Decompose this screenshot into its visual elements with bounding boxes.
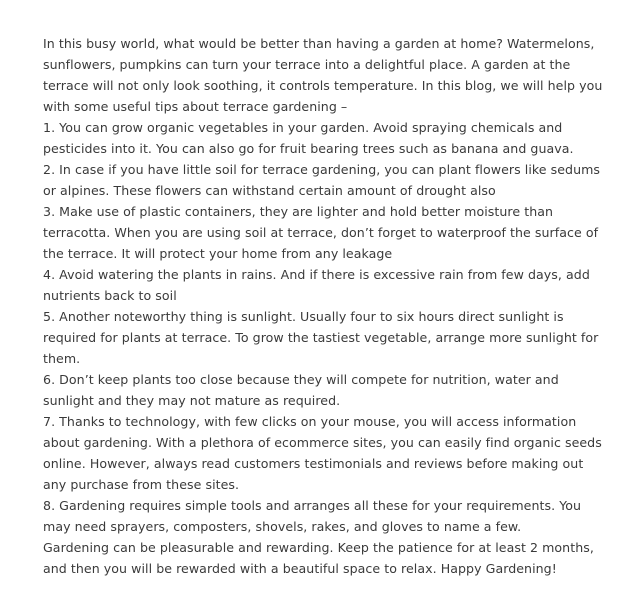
tip-item: 6. Don’t keep plants too close because they will compete for nutrition, water and sunlight and they may not mature as required. [43,372,559,408]
tip-item: 7. Thanks to technology, with few clicks on your mouse, you will access information about gardening. With a plethora of ecommerce sites, you can easily find organic seeds online. However, always read customers testimonials and reviews before making out any purchase from these sites. [43,414,602,492]
tip-item: 8. Gardening requires simple tools and arranges all these for your requirements. You may need sprayers, composters, shovels, rakes, and gloves to name a few. [43,498,582,534]
conclusion-paragraph: Gardening can be pleasurable and rewarding. Keep the patience for at least 2 months, and then you will be rewarded with a beautiful space to relax. Happy Gardening! [43,540,594,576]
tip-item: 3. Make use of plastic containers, they are lighter and hold better moisture than terracotta. When you are using soil at terrace, don’t forget to waterproof the surface of the terrace. It will protect your home from any leakage [43,204,599,261]
tip-item: 1. You can grow organic vegetables in your garden. Avoid spraying chemicals and pesticides into it. You can also go for fruit bearing trees such as banana and guava. [43,120,574,156]
article-body [43,33,603,579]
intro-paragraph: In this busy world, what would be better than having a garden at home? Watermelons, sunflowers, pumpkins can turn your terrace into a delightful place. A garden at the terrace will not only look soothing, it controls temperature. In this blog, we will help you with some useful tips about terrace gardening – [43,36,603,114]
tip-item: 4. Avoid watering the plants in rains. And if there is excessive rain from few days, add nutrients back to soil [43,267,590,303]
tip-item: 2. In case if you have little soil for terrace gardening, you can plant flowers like sedums or alpines. These flowers can withstand certain amount of drought also [43,162,601,198]
tip-item: 5. Another noteworthy thing is sunlight. Usually four to six hours direct sunlight is required for plants at terrace. To grow the tastiest vegetable, arrange more sunlight for them. [43,309,599,366]
